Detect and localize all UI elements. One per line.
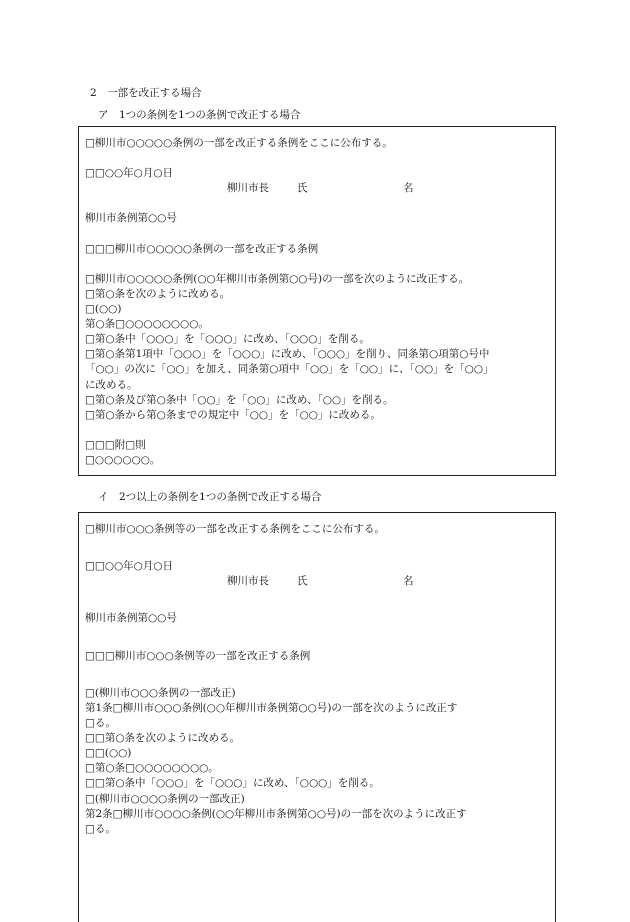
body-line: □第○条を次のように改める。 — [85, 287, 231, 300]
body-line: □(柳川市○○○○条例の一部改正) — [85, 792, 245, 805]
body-line: 「○○」の次に「○○」を加え、同条第○項中「○○」を「○○」に、「○○」を「○○」 — [85, 363, 494, 376]
signer-mei: 名 — [403, 182, 414, 195]
signer-shi: 氏 — [297, 182, 308, 195]
supplementary-heading: □□□附□則 — [85, 438, 146, 451]
ordinance-title: □□□柳川市○○○○○条例の一部を改正する条例 — [85, 242, 319, 255]
body-line: □第○条第1項中「○○○」を「○○○」に改め、「○○○」を削り、同条第○項第○号中 — [85, 348, 490, 361]
promulgation-text: □柳川市○○○条例等の一部を改正する条例をここに公布する。 — [85, 523, 385, 535]
signer-title: 柳川市長 — [227, 575, 269, 588]
body-line: に改める。 — [85, 378, 138, 391]
body-line: □□第○条を次のように改める。 — [85, 732, 241, 745]
ordinance-title: □□□柳川市○○○条例等の一部を改正する条例 — [85, 649, 311, 662]
body-line: □(柳川市○○○条例の一部改正) — [85, 686, 236, 699]
body-line: □第○条□○○○○○○○○。 — [85, 762, 219, 775]
signer-title: 柳川市長 — [227, 182, 269, 195]
ordinance-number: 柳川市条例第○○号 — [85, 212, 177, 225]
signature-line — [85, 181, 549, 196]
body-line: 第○条□○○○○○○○○。 — [85, 318, 209, 331]
date-line: □□○○年○月○日 — [85, 560, 173, 573]
section-heading: 2 一部を改正する場合 — [90, 87, 202, 99]
section-a-box — [78, 126, 556, 476]
signature-line — [85, 574, 549, 589]
body-line: □第○条から第○条までの規定中「○○」を「○○」に改める。 — [85, 408, 381, 421]
body-line: □柳川市○○○○○条例(○○年柳川市条例第○○号)の一部を次のように改正する。 — [85, 272, 470, 285]
body-line: □る。 — [85, 822, 116, 835]
body-line: □第○条及び第○条中「○○」を「○○」に改め、「○○」を削る。 — [85, 393, 394, 406]
section-a-heading: ア 1つの条例を1つの条例で改正する場合 — [98, 109, 301, 121]
body-line: □第○条中「○○○」を「○○○」に改め、「○○○」を削る。 — [85, 333, 370, 346]
ordinance-number: 柳川市条例第○○号 — [85, 612, 177, 625]
signer-shi: 氏 — [297, 575, 308, 588]
body-line: □る。 — [85, 717, 116, 730]
section-b-heading: イ 2つ以上の条例を1つの条例で改正する場合 — [98, 491, 322, 503]
date-line: □□○○年○月○日 — [85, 167, 173, 180]
body-line: 第2条□柳川市○○○○条例(○○年柳川市条例第○○号)の一部を次のように改正す — [85, 807, 467, 820]
promulgation-text: □柳川市○○○○○条例の一部を改正する条例をここに公布する。 — [85, 137, 393, 149]
body-line: □□第○条中「○○○」を「○○○」に改め、「○○○」を削る。 — [85, 777, 380, 790]
signer-mei: 名 — [403, 575, 414, 588]
supplementary-text: □○○○○○○。 — [85, 453, 161, 466]
section-b-box — [78, 512, 556, 922]
body-line: □(○○) — [85, 303, 122, 316]
body-line: □□(○○) — [85, 747, 132, 760]
body-line: 第1条□柳川市○○○条例(○○年柳川市条例第○○号)の一部を次のように改正す — [85, 701, 458, 714]
